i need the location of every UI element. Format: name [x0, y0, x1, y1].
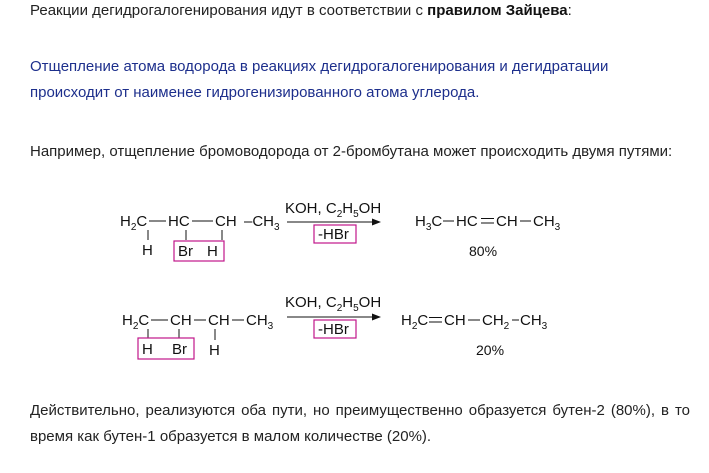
intro-text: Реакции дегидрогалогенирования идут в соответствии с	[30, 2, 428, 19]
reaction-1-product	[415, 213, 561, 259]
product-1-h3c: $H_3C$	[415, 213, 443, 233]
reaction-2-conditions	[285, 294, 381, 338]
conclusion-paragraph: Действительно, реализуются оба пути, но преимущественно образуется бутен-2 (80%), в то время как бутен-1 образуется в малом количестве (20%).	[30, 402, 690, 445]
arrowhead-1	[372, 219, 381, 226]
example-paragraph: Например, отщепление бромоводорода от 2-бромбутана может происходить двумя путями:	[30, 143, 673, 160]
reagent-1: KOH, $C_2H_5OH$	[285, 200, 382, 220]
product-1-hc: HC	[456, 213, 478, 230]
reactant-2-br: Br	[172, 341, 187, 358]
reactant-2-ch3: $CH_3$	[246, 312, 274, 332]
product-2-ch: CH	[444, 312, 466, 329]
reaction-1-conditions	[285, 200, 381, 243]
reactant-1-ch: CH	[215, 213, 237, 230]
zaitsev-rule-name: правилом Зайцева	[427, 2, 568, 19]
reactant-1-br: Br	[178, 243, 193, 260]
rule-line-1: Отщепление атома водорода в реакциях дегидрогалогенирования и дегидратации	[30, 58, 609, 75]
product-1-ch: CH	[496, 213, 518, 230]
yield-1: 80%	[469, 243, 498, 259]
reactant-1-ch3: $-CH_3$	[244, 213, 280, 233]
byproduct-1: -HBr	[318, 226, 349, 243]
product-2-ch3: $CH_3$	[520, 312, 548, 332]
reaction-2-reactant	[122, 312, 274, 359]
product-2-h2c: $H_2C$	[401, 312, 429, 332]
reaction-1-reactant	[120, 213, 280, 261]
reaction-2-product	[401, 312, 548, 358]
reactant-1-h-right: H	[207, 243, 218, 260]
intro-colon: :	[567, 2, 572, 19]
product-2-ch2: $CH_2$	[482, 312, 510, 332]
yield-2: 20%	[476, 342, 505, 358]
reactant-2-h2c: $H_2C$	[122, 312, 150, 332]
reactant-1-hc: HC	[168, 213, 190, 230]
reaction-1	[120, 200, 561, 261]
byproduct-2: -HBr	[318, 321, 349, 338]
reactant-2-h-right: H	[209, 342, 220, 359]
reagent-2: KOH, $C_2H_5OH$	[285, 294, 382, 314]
reactant-2-ch-2: CH	[208, 312, 230, 329]
reactant-1-h-left: H	[142, 242, 153, 259]
rule-line-2: происходит от наименее гидрогенизированного атома углерода.	[30, 84, 480, 101]
reactant-1-h2c: $H_2C$	[120, 213, 148, 233]
reaction-2	[122, 294, 548, 359]
arrowhead-2	[372, 314, 381, 321]
reactant-2-h-left: H	[142, 341, 153, 358]
product-1-ch3: $CH_3$	[533, 213, 561, 233]
reactant-2-ch-1: CH	[170, 312, 192, 329]
